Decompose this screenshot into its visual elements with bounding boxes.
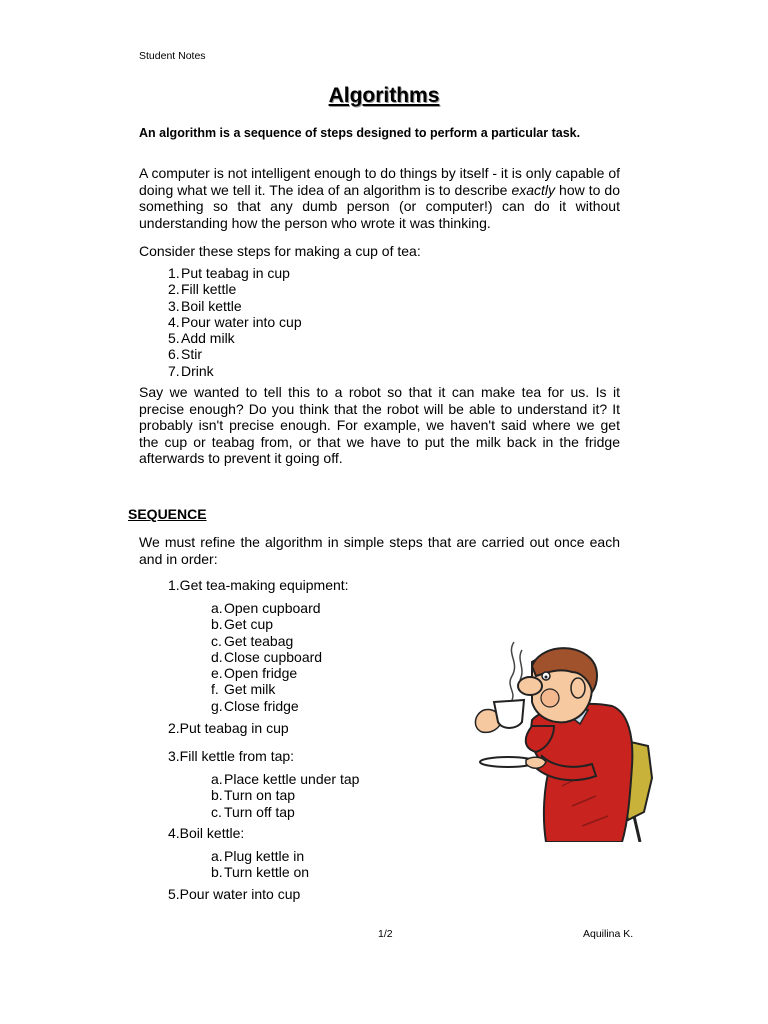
author-name: Aquilina K. <box>583 928 634 940</box>
step-3-label: 3.Fill kettle from tap: <box>168 748 295 764</box>
list-item: e.Open fridge <box>211 665 298 682</box>
step-5-label: 5.Pour water into cup <box>168 886 301 902</box>
list-item: a.Place kettle under tap <box>211 771 360 787</box>
list-item: f. Get milk <box>211 681 276 698</box>
step-1-substeps <box>211 600 322 714</box>
emphasis-exactly: exactly <box>511 181 556 198</box>
paragraph-robot: Say we wanted to tell this to a robot so that it can make tea for us. Is it precise enough? Do you think that the robot will be able to understand it? It probably isn't precise enough. For example, we haven't said where we get the cup or teabag from, or that we have to put the milk back in the fridge afterwards to prevent it going off. <box>139 384 620 466</box>
paragraph-refine: We must refine the algorithm in simple steps that are carried out once each and in order: <box>139 534 620 567</box>
page-title: Algorithms <box>328 84 440 107</box>
list-item: b.Turn on tap <box>211 787 296 804</box>
list-item: d.Close cupboard <box>211 648 323 665</box>
section-heading-sequence: SEQUENCE <box>128 506 207 522</box>
list-item: g.Close fridge <box>211 697 299 714</box>
list-item: b.Get cup <box>211 616 274 633</box>
list-item: 7.Drink <box>168 362 214 379</box>
step-3-substeps <box>211 771 359 820</box>
list-item: 2.Fill kettle <box>168 281 237 298</box>
list-item: 5.Add milk <box>168 330 235 347</box>
list-item: 1.Put teabag in cup <box>168 265 290 281</box>
step-4-substeps <box>211 848 309 881</box>
intro-definition: An algorithm is a sequence of steps designed to perform a particular task. <box>139 126 581 140</box>
header-note: Student Notes <box>139 50 206 62</box>
step-4-label: 4.Boil kettle: <box>168 825 245 841</box>
list-item: a.Plug kettle in <box>211 848 305 864</box>
list-item: 6.Stir <box>168 346 202 363</box>
list-item: c. Turn off tap <box>211 803 295 820</box>
paragraph-text: how to do something so that any dumb person (or computer!) can do it without understanding how the person who wrote it was thinking. <box>139 181 620 231</box>
step-1-label: 1.Get tea-making equipment: <box>168 577 349 593</box>
list-item: 3.Boil kettle <box>168 297 242 314</box>
man-drinking-tea-illustration <box>462 636 656 842</box>
list-item: c. Get teabag <box>211 632 294 649</box>
paragraph-consider: Consider these steps for making a cup of tea: <box>139 243 421 259</box>
list-item: a.Open cupboard <box>211 600 321 616</box>
paragraph-text: A computer is not intelligent enough to do things by itself - it is only capable of doing what we tell it. The idea of an algorithm is to describe <box>139 165 620 198</box>
paragraph-computer <box>139 165 620 231</box>
page-number: 1/2 <box>378 928 393 940</box>
tea-steps-list <box>168 265 302 379</box>
list-item: b.Turn kettle on <box>211 864 310 881</box>
step-2-label: 2.Put teabag in cup <box>168 720 289 736</box>
list-item: 4.Pour water into cup <box>168 313 302 330</box>
